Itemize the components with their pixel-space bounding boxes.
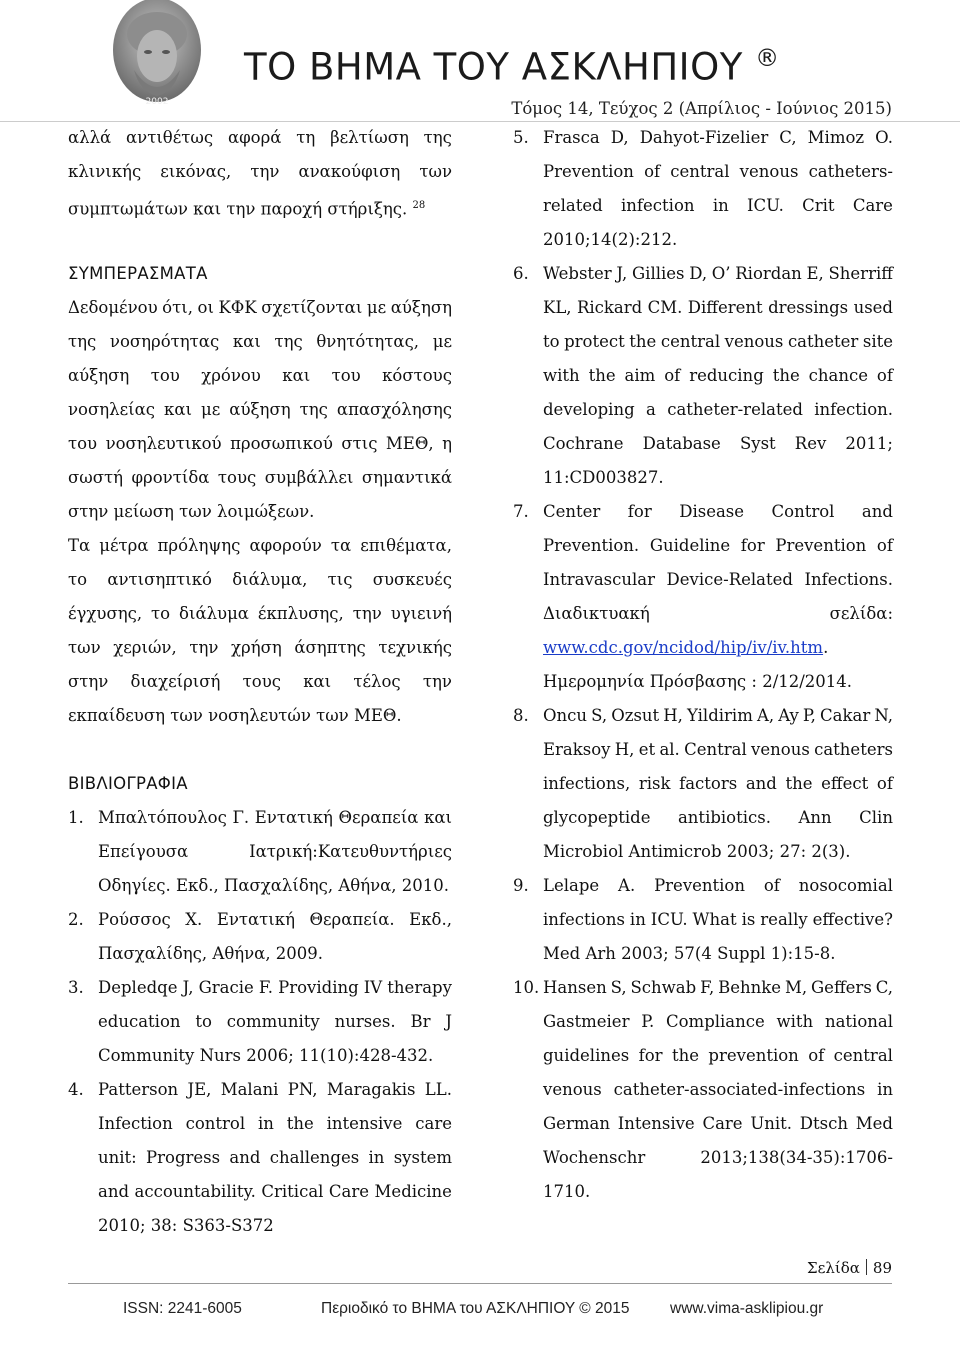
right-column [513,121,893,1209]
text-line: Community Nurs 2006; 11(10):428-432. [98,1046,434,1065]
text-line: to protect the central venous catheter site [543,332,893,351]
text-line: Patterson JE, Malani PN, Maragakis LL. [98,1080,452,1099]
footer-url[interactable]: www.vima-asklipiou.gr [670,1300,824,1317]
text-line: Prevention. Guideline for Prevention of [543,536,893,555]
text-line: Πασχαλίδης, Αθήνα, 2009. [98,944,324,963]
text-line: glycopeptide antibiotics. Ann Clin [543,808,893,827]
reference-item [68,971,452,1073]
text-line: guidelines for the prevention of central [543,1046,893,1065]
intro-line [68,189,452,223]
reference-number: 2. [68,910,84,929]
text-line: and accountability. Critical Care Medicine [98,1182,452,1201]
text-line: Microbiol Antimicrob 2003; 27: 2(3). [543,842,851,861]
text-line: 2010; 38: S363-S372 [98,1216,274,1235]
text-line: στην διαχείρισή τους και τέλος την [68,672,452,691]
text-line: Infection control in the intensive care [98,1114,452,1133]
text-line: το αντισηπτικό διάλυμα, τις συσκευές [68,570,452,589]
conclusions-heading: ΣΥΜΠΕΡΑΣΜΑΤΑ [68,264,208,283]
citation-superscript: 28 [412,200,426,211]
text-line: venous catheter-associated-infections in [543,1080,893,1099]
text-line: Μπαλτόπουλος Γ. Εντατική Θεραπεία και [98,808,452,827]
conclusions-paragraph-2 [68,529,452,733]
text-line: infections in ICU. What is really effective? [543,910,893,929]
text-line: KL, Rickard CM. Different dressings used [543,298,893,317]
intro-line: αλλά αντιθέτως αφορά τη βελτίωση της [68,128,452,147]
text-line: Ρούσσος Χ. Εντατική Θεραπεία. Εκδ., [98,910,452,929]
reference-item [513,495,893,699]
text-line: Webster J, Gillies D, O’ Riordan E, Sherriff [543,264,893,283]
text-line: with the aim of reducing the chance of [543,366,893,385]
reference-list-right [513,121,893,1209]
text-line: στην μείωση των λοιμώξεων. [68,502,315,521]
registered-mark: ® [755,44,780,72]
asclepius-head-logo-icon [108,0,206,112]
page-separator [866,1259,867,1275]
text-line: unit: Progress and challenges in system [98,1148,452,1167]
page-footer [0,1283,960,1356]
reference-item [513,971,893,1209]
reference-item [513,257,893,495]
reference-number: 10. [513,978,540,997]
text-line: Eraksoy H, et al. Central venous catheters [543,740,893,759]
text-line: αύξηση του χρόνου και του κόστους [68,366,452,385]
text-line: Gastmeier P. Compliance with national [543,1012,893,1031]
journal-title: ΤΟ ΒΗΜΑ ΤΟΥ ΑΣΚΛΗΠΙΟΥ ® [244,44,780,89]
reference-number: 3. [68,978,84,997]
text-line: 2010;14(2):212. [543,230,678,249]
text-line: Hansen S, Schwab F, Behnke M, Geffers C, [543,978,893,997]
text-line: Δεδομένου ότι, οι ΚΦΚ σχετίζονται με αύξηση [68,298,452,317]
reference-item [513,869,893,971]
text-line: του νοσηλευτικού προσωπικού στις ΜΕΘ, η [68,434,452,453]
text-line: Wochenschr 2013;138(34-35):1706- [543,1148,893,1167]
text-line: related infection in ICU. Crit Care [543,196,893,215]
reference-item [68,903,452,971]
text-line: Prevention of central venous catheters- [543,162,893,181]
text-line: www.cdc.gov/ncidod/hip/iv/iv.htm. [543,638,829,657]
footer-rule [68,1283,892,1284]
logo-year: 2002 [145,97,169,107]
text-line: Επείγουσα Ιατρική:Κατευθυντήριες [98,842,452,861]
text-line: των χεριών, την χρήση άσηπτης τεχνικής [68,638,452,657]
reference-number: 6. [513,264,529,283]
text-line: German Intensive Care Unit. Dtsch Med [543,1114,893,1133]
reference-list-left [68,801,452,1243]
text-line: developing a catheter-related infection. [543,400,893,419]
text-line: εκπαίδευση των νοσηλευτών των ΜΕΘ. [68,706,402,725]
reference-number: 9. [513,876,529,895]
text-line: 1710. [543,1182,591,1201]
page-number: Σελίδα 89 [806,1259,892,1277]
text-line: Διαδικτυακή σελίδα: [543,604,893,623]
issue-info: Τόμος 14, Τεύχος 2 (Απρίλιος - Ιούνιος 2015) [511,99,892,118]
text-line: Cochrane Database Syst Rev 2011; [543,434,893,453]
reference-item [513,699,893,869]
text-line: Depledqe J, Gracie F. Providing IV therapy [98,978,452,997]
reference-link[interactable]: www.cdc.gov/ncidod/hip/iv/iv.htm [543,638,824,657]
text-line: Intravascular Device-Related Infections. [543,570,893,589]
reference-number: 4. [68,1080,84,1099]
page-number-value: 89 [872,1259,892,1277]
text-line: Τα μέτρα πρόληψης αφορούν τα επιθέματα, [68,536,452,555]
page-header [0,0,960,122]
footer-issn: ISSN: 2241-6005 [123,1300,242,1317]
text-line: έγχυσης, το διάλυμα έκπλυσης, την υγιεινή [68,604,452,623]
reference-item [68,1073,452,1243]
reference-item [513,121,893,257]
text-line: της νοσηρότητας και της θνητότητας, με [68,332,452,351]
footer-periodical: Περιοδικό το ΒΗΜΑ του ΑΣΚΛΗΠΙΟΥ © 2015 [321,1300,630,1317]
conclusions-paragraph-1 [68,291,452,529]
text-line: Med Arh 2003; 57(4 Suppl 1):15-8. [543,944,836,963]
intro-line: κλινικής εικόνας, την ανακούφιση των [68,162,452,181]
text-line: Ημερομηνία Πρόσβασης : 2/12/2014. [543,672,853,691]
reference-number: 1. [68,808,84,827]
text-line: infections, risk factors and the effect of [543,774,893,793]
text-line: Frasca D, Dahyot-Fizelier C, Mimoz O. [543,128,893,147]
text-line: Οδηγίες. Εκδ., Πασχαλίδης, Αθήνα, 2010. [98,876,450,895]
reference-number: 8. [513,706,529,725]
left-column [68,121,452,1243]
text-line: Center for Disease Control and [543,502,893,521]
reference-item [68,801,452,903]
bibliography-heading: ΒΙΒΛΙΟΓΡΑΦΙΑ [68,774,188,793]
text-line: νοσηλείας και με αύξηση της απασχόλησης [68,400,452,419]
text-line: Lelape A. Prevention of nosocomial [543,876,893,895]
text-line: συμπτωμάτων και την παροχή στήριξης. [68,199,408,219]
text-line: Oncu S, Ozsut H, Yildirim A, Ay P, Cakar N, [543,706,893,725]
text-line: education to community nurses. Br J [98,1012,452,1031]
text-line: 11:CD003827. [543,468,664,487]
reference-number: 7. [513,502,529,521]
reference-number: 5. [513,128,529,147]
text-line: σωστή φροντίδα τους συμβάλλει σημαντικά [68,468,452,487]
